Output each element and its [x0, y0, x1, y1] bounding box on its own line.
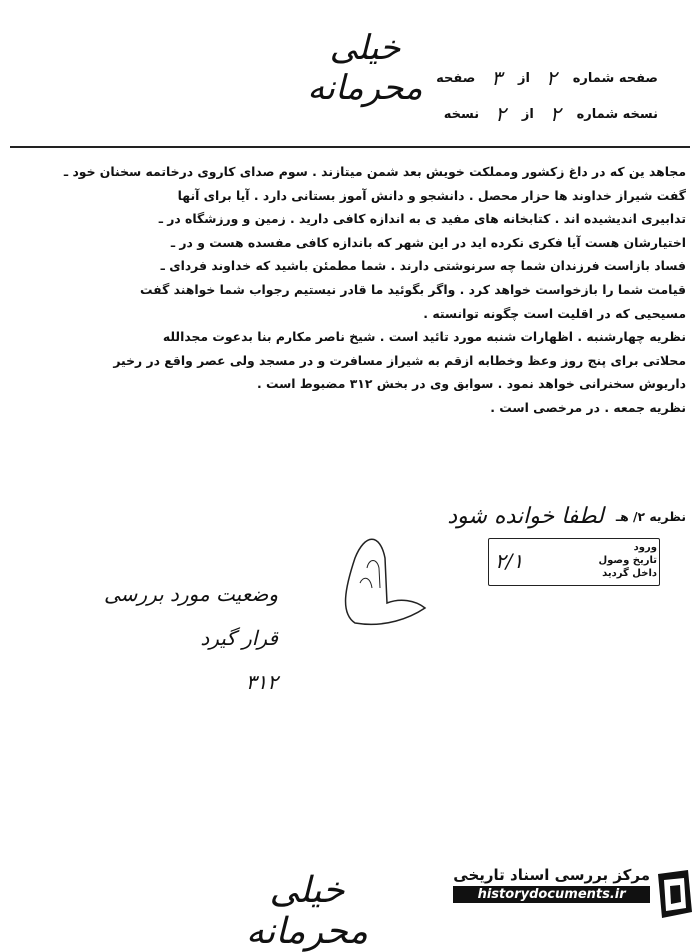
body-line: محلاتی برای پنج روز وعظ وخطابه ازقم به شیراز مسافرت و در مسجد ولی عصر واقع در رخیر [113, 352, 686, 368]
classification-bottom: خیلی محرمانه [246, 870, 368, 952]
handwritten-note-line: ۳۱۲ [245, 670, 278, 694]
body-line: نظریه جمعه . در مرخصی است . [490, 399, 686, 415]
body-line: تدابیری اندیشیده اند . کتابخانه های مفید ی به اندازه کافی دارید . زمین و ورزشگاه در ـ [158, 211, 686, 227]
page-number-extra: صفحه [436, 70, 476, 86]
stamp-line: داخل گردید [602, 568, 657, 579]
stamp-line: ورود [633, 542, 657, 553]
copy-number-value: ۲ [549, 102, 561, 126]
handwritten-note [88, 572, 278, 704]
signature-label: نظریه ۲/ هـ [615, 509, 686, 524]
page-number-of-label: از [518, 70, 530, 86]
classification-top: خیلی محرمانه [307, 28, 423, 108]
page-number-of-value: ۳ [491, 66, 503, 90]
body-line: گفت شیراز خداوند ها حزار محصل . دانشجو و دانش آموز بستانی دارد . آیا برای آنها [177, 187, 686, 203]
handwritten-signature: لطفا خوانده شود [447, 504, 604, 529]
body-line: نظریه چهارشنبه . اظهارات شنبه مورد تائید است . شیخ ناصر مکارم بنا بدعوت مجدالله [162, 329, 686, 345]
page-number-label: صفحه شماره [572, 70, 658, 86]
receipt-stamp [488, 538, 660, 586]
body-line: اختیارشان هست آیا فکری نکرده اید در این شهر که باندازه کافی مفسده هست و در ـ [170, 234, 686, 250]
copy-number-of-label: از [521, 106, 534, 122]
fingerprint-mark [325, 528, 435, 638]
brand-name: مرکز بررسی اسناد تاریخی [453, 866, 650, 884]
brand-url: historydocuments.ir [453, 886, 650, 903]
brand-logo-icon [654, 868, 696, 920]
page-number-row [436, 66, 658, 90]
stamp-line: تاریخ وصول [598, 555, 657, 566]
header-divider [10, 146, 690, 148]
copy-number-row [444, 102, 658, 126]
handwritten-note-line: وضعیت مورد بررسی قرار گیرد [104, 582, 278, 650]
bottom-banner [0, 858, 700, 952]
document-body [14, 160, 686, 420]
signature-line [447, 504, 686, 529]
copy-number-label: نسخه شماره [576, 106, 658, 122]
brand-block [453, 866, 650, 903]
body-line: داریوش سخنرانی خواهد نمود . سوابق وی در بخش ۳۱۲ مضبوط است . [256, 376, 686, 392]
copy-number-of-value: ۲ [495, 102, 506, 126]
body-line: مسیحیی که در اقلیت است چگونه توانسته . [423, 305, 686, 321]
body-line: فساد بازاست فرزندان شما چه سرنوشتی دارند . شما مطمئن باشید که خداوند فردای ـ [160, 258, 686, 274]
copy-number-extra: نسخه [443, 106, 480, 122]
stamp-handwriting: ۲/۱ [495, 549, 524, 573]
page-number-value: ۲ [546, 66, 557, 90]
body-line: مجاهد ین که در داغ زکشور ومملکت خویش بعد شمن میتازند . سوم صدای کاروی درخاتمه سخنان خود ـ [63, 164, 686, 179]
body-line: قیامت شما را بازخواست خواهد کرد . واگر بگوئید ما قادر نیستیم رجواب شما خواهند گفت [140, 281, 686, 297]
